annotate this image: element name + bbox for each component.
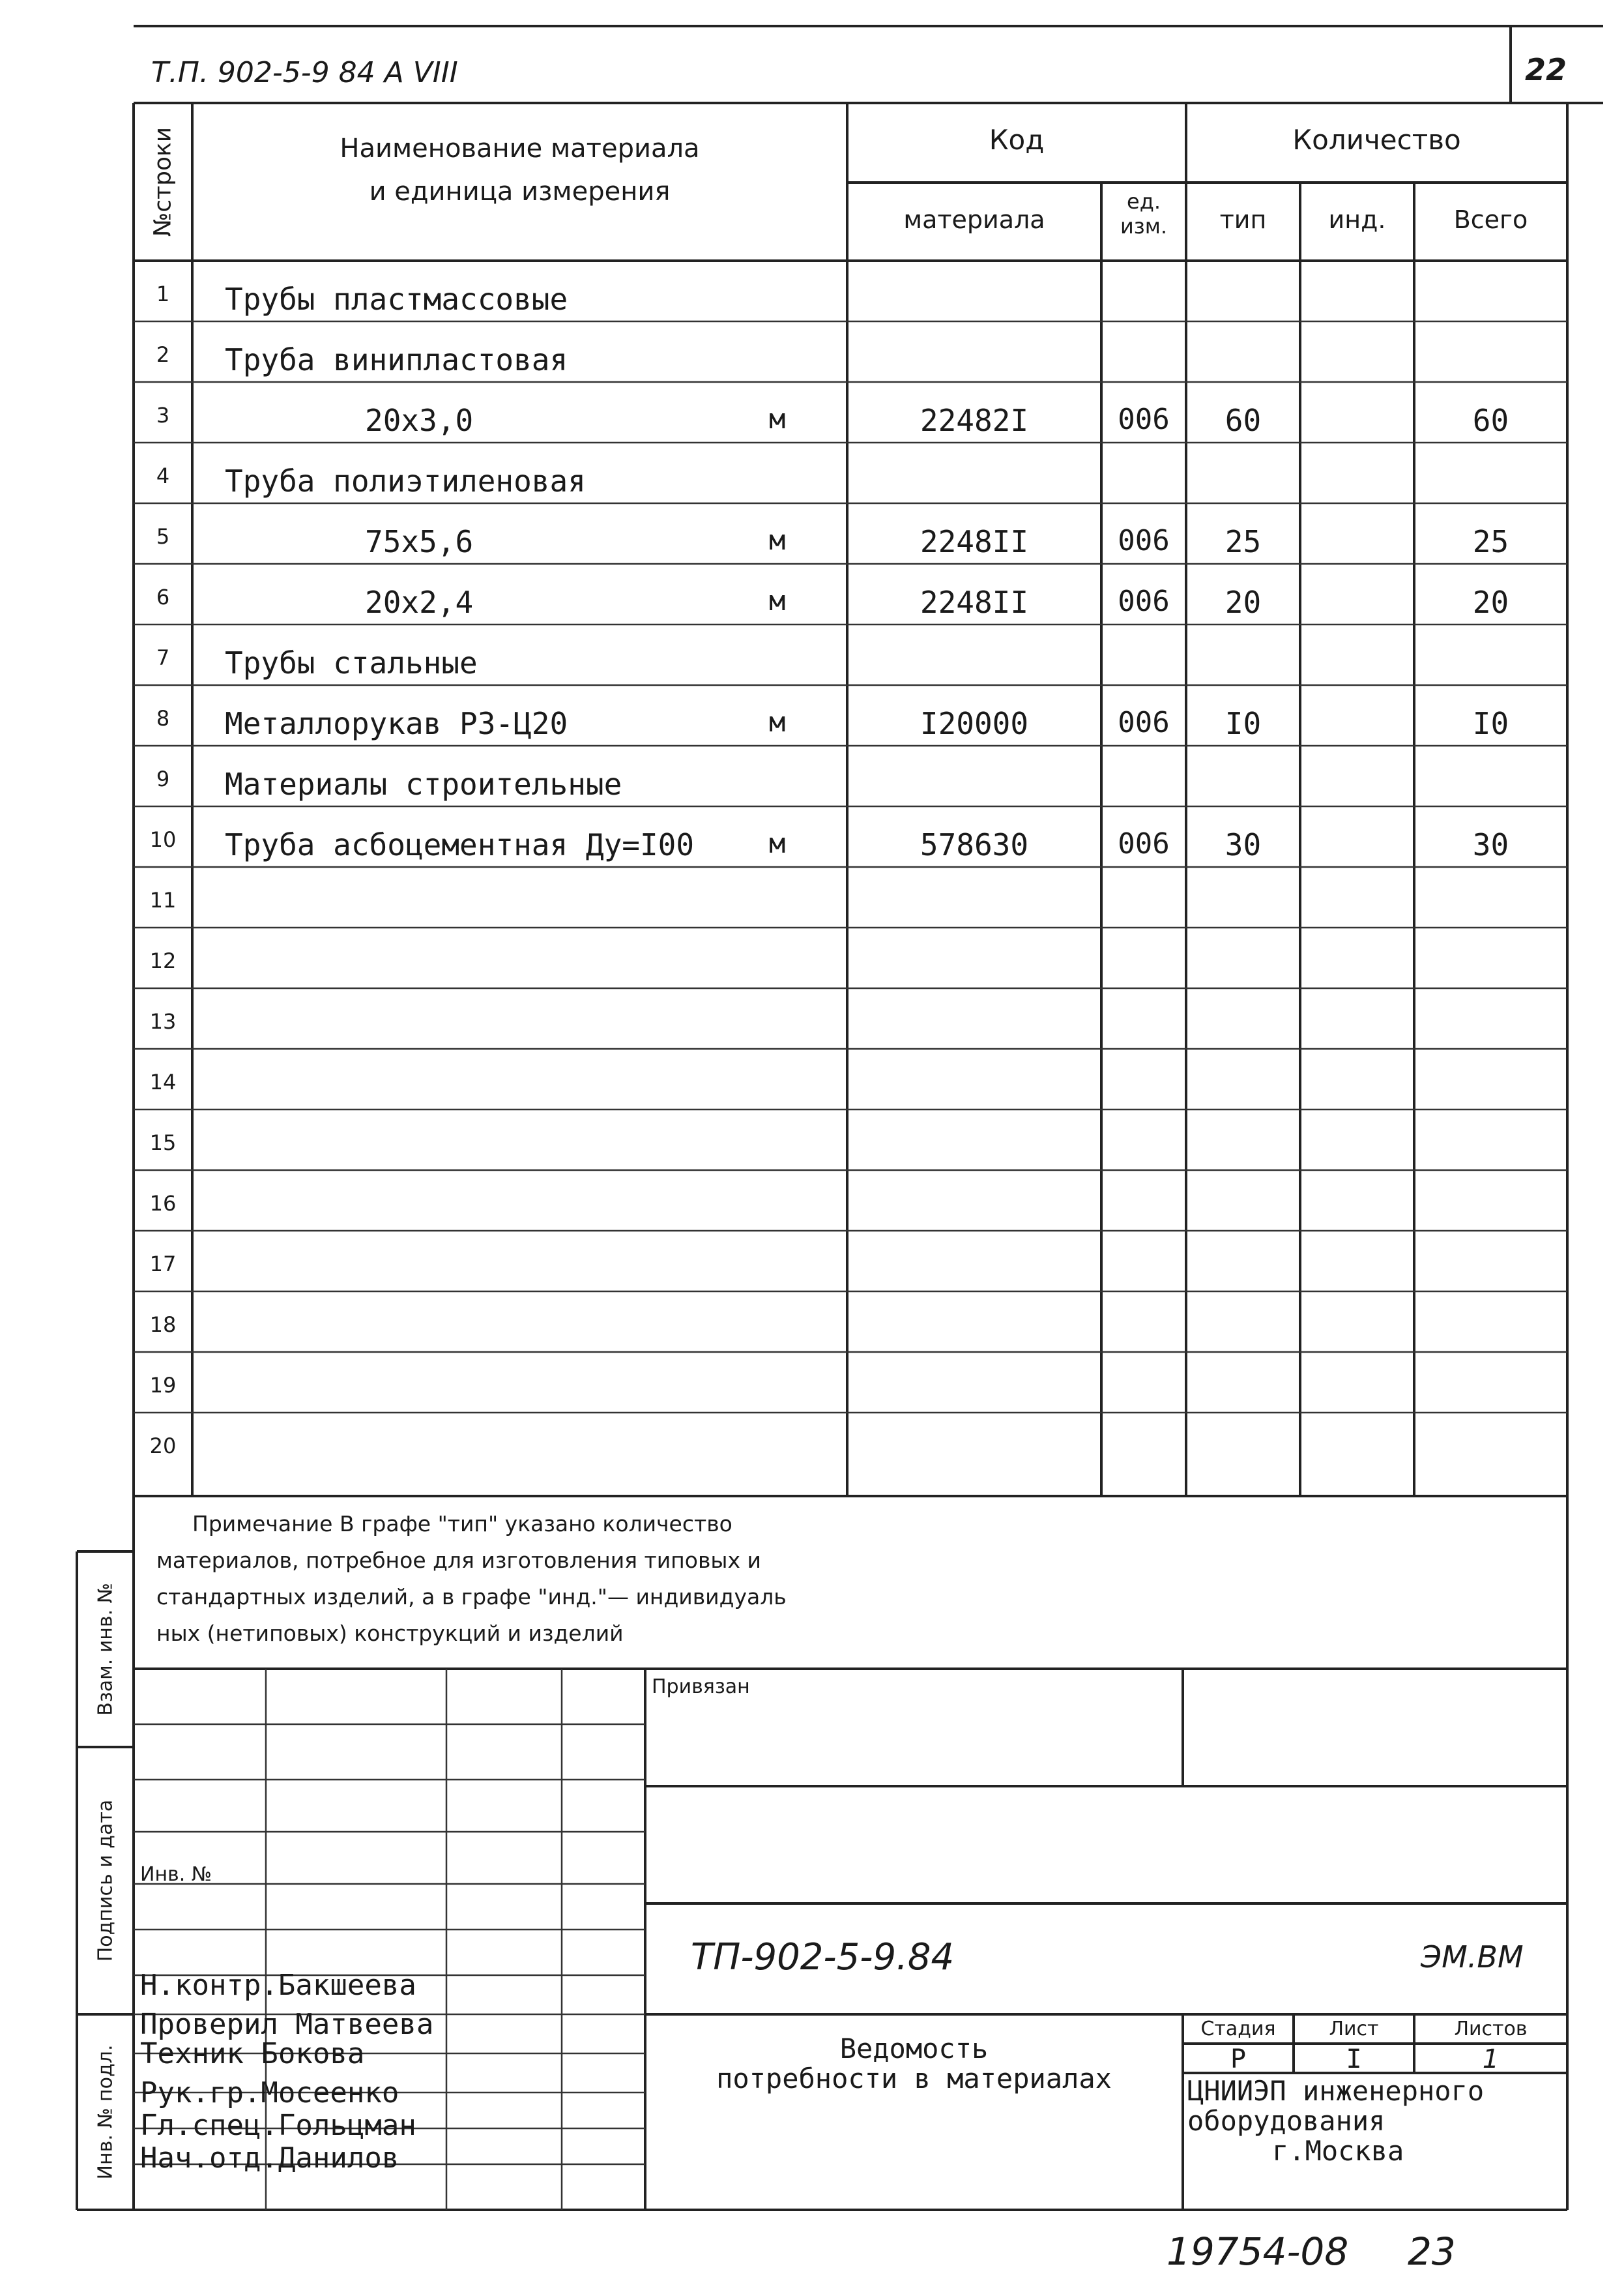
name-header-line1: Наименование материала: [340, 134, 700, 164]
qty-total: 60: [1472, 403, 1509, 438]
document-code: Т.П. 902-5-9 84 А VIII: [151, 56, 458, 89]
material-code: 2248II: [920, 524, 1029, 559]
organization-line1: ЦНИИЭП инженерного: [1187, 2075, 1485, 2107]
signer-row: Рук.гр.Мосеенко: [140, 2076, 399, 2109]
row-number: 7: [156, 645, 170, 670]
organization: [1187, 2076, 1572, 2166]
side-label-inv-original-text: Инв. № подл.: [94, 2044, 117, 2180]
row-number: 3: [156, 403, 170, 428]
side-label-signature-date: [77, 1747, 134, 2014]
qty-total: 20: [1472, 585, 1509, 620]
material-name: 20х3,0: [365, 403, 474, 438]
document-title: [645, 2034, 1183, 2094]
note-line4: ных (нетиповых) конструкций и изделий: [156, 1621, 624, 1646]
material-name: Металлорукав РЗ-Ц20: [225, 706, 568, 741]
unit-code: 006: [1118, 827, 1170, 860]
qty-type-header: тип: [1219, 205, 1267, 234]
qty-total: 25: [1472, 524, 1509, 559]
row-number: 5: [156, 524, 170, 549]
document-title-line1: Ведомость: [839, 2033, 989, 2064]
material-code: 578630: [920, 827, 1029, 862]
row-number: 4: [156, 463, 170, 488]
material-name: 75х5,6: [365, 524, 474, 559]
qty-type: 25: [1225, 524, 1262, 559]
material-code: 2248II: [920, 585, 1029, 620]
row-number: 20: [149, 1433, 177, 1458]
qty-header: Количество: [1292, 124, 1461, 156]
sheet-value: I: [1346, 2044, 1362, 2074]
qty-type: 60: [1225, 403, 1262, 438]
signer-row: Н.контр.Бакшеева: [140, 1969, 416, 2002]
inv-no-label: Инв. №: [140, 1863, 212, 1886]
unit: м: [769, 524, 786, 556]
qty-type: 30: [1225, 827, 1262, 862]
row-number: 18: [149, 1312, 177, 1337]
row-number: 9: [156, 767, 170, 791]
material-name: Материалы строительные: [225, 767, 622, 802]
row-number-header-label: №строки: [149, 126, 177, 237]
material-name: Труба винипластовая: [225, 342, 568, 377]
unit: м: [769, 585, 786, 617]
material-code: I20000: [920, 706, 1029, 741]
sheets-value: 1: [1482, 2044, 1500, 2074]
material-name: Трубы стальные: [225, 645, 478, 681]
row-number: 6: [156, 585, 170, 610]
row-number: 1: [156, 282, 170, 306]
row-number: 13: [149, 1009, 177, 1034]
material-name: 20х2,4: [365, 585, 474, 620]
unit-code: 006: [1118, 524, 1170, 557]
row-number-header: [134, 103, 192, 261]
signer-row: Техник Бокова: [140, 2037, 365, 2070]
signer-row: Нач.отд.Данилов: [140, 2141, 399, 2175]
privyazan-label: Привязан: [652, 1675, 750, 1698]
qty-type: 20: [1225, 585, 1262, 620]
material-name: Труба асбоцементная Ду=I00: [225, 827, 695, 862]
row-number: 19: [149, 1373, 177, 1398]
code-material-header: материала: [903, 205, 1045, 234]
organization-line2: оборудования: [1187, 2105, 1385, 2137]
name-header: [192, 127, 847, 213]
row-number: 16: [149, 1191, 177, 1216]
qty-type: I0: [1225, 706, 1262, 741]
document-title-line2: потребности в материалах: [716, 2063, 1112, 2094]
unit-code: 006: [1118, 585, 1170, 618]
material-code: 22482I: [920, 403, 1029, 438]
qty-total-header: Всего: [1453, 205, 1528, 234]
name-header-line2: и единица измерения: [369, 177, 671, 207]
side-label-replace-inv: [77, 1551, 134, 1747]
archive-number: 19754-08: [1167, 2229, 1349, 2274]
unit: м: [769, 827, 786, 859]
sheet-label: Лист: [1329, 2018, 1379, 2040]
unit: м: [769, 403, 786, 435]
note-line3: стандартных изделий, а в графе "инд."— индивидуаль: [156, 1584, 787, 1609]
side-label-inv-original: [77, 2014, 134, 2210]
row-number: 10: [149, 827, 177, 852]
qty-ind-header: инд.: [1328, 205, 1386, 234]
material-name: Трубы пластмассовые: [225, 282, 568, 317]
row-number: 12: [149, 948, 177, 973]
side-label-signature-date-text: Подпись и дата: [94, 1799, 117, 1962]
note-line1: Примечание В графе "тип" указано количество: [192, 1511, 732, 1536]
row-number: 15: [149, 1130, 177, 1155]
stage-value: Р: [1230, 2044, 1247, 2074]
row-number: 17: [149, 1252, 177, 1276]
organization-line3: г.Москва: [1272, 2135, 1404, 2167]
title-block-doc-code: ТП-902-5-9.84: [691, 1936, 955, 1978]
code-unit-header: ед. изм.: [1120, 189, 1168, 239]
row-number: 14: [149, 1070, 177, 1095]
qty-total: I0: [1472, 706, 1509, 741]
unit: м: [769, 706, 786, 738]
signer-row: Проверил Матвеева: [140, 2008, 434, 2041]
page-number: 22: [1525, 52, 1567, 87]
side-label-replace-inv-text: Взам. инв. №: [94, 1583, 117, 1716]
stage-label: Стадия: [1200, 2018, 1276, 2040]
row-number: 11: [149, 888, 177, 913]
qty-total: 30: [1472, 827, 1509, 862]
code-header: Код: [989, 124, 1045, 156]
unit-code: 006: [1118, 706, 1170, 739]
unit-code: 006: [1118, 403, 1170, 436]
material-name: Труба полиэтиленовая: [225, 463, 586, 499]
row-number: 2: [156, 342, 170, 367]
sheets-label: Листов: [1454, 2018, 1528, 2040]
sheet-mark: ЭМ.ВМ: [1421, 1939, 1524, 1975]
note-line2: материалов, потребное для изготовления типовых и: [156, 1548, 761, 1573]
note: [156, 1506, 1069, 1652]
alternate-page-number: 23: [1408, 2229, 1456, 2274]
signer-row: Гл.спец.Гольцман: [140, 2109, 416, 2142]
row-number: 8: [156, 706, 170, 731]
